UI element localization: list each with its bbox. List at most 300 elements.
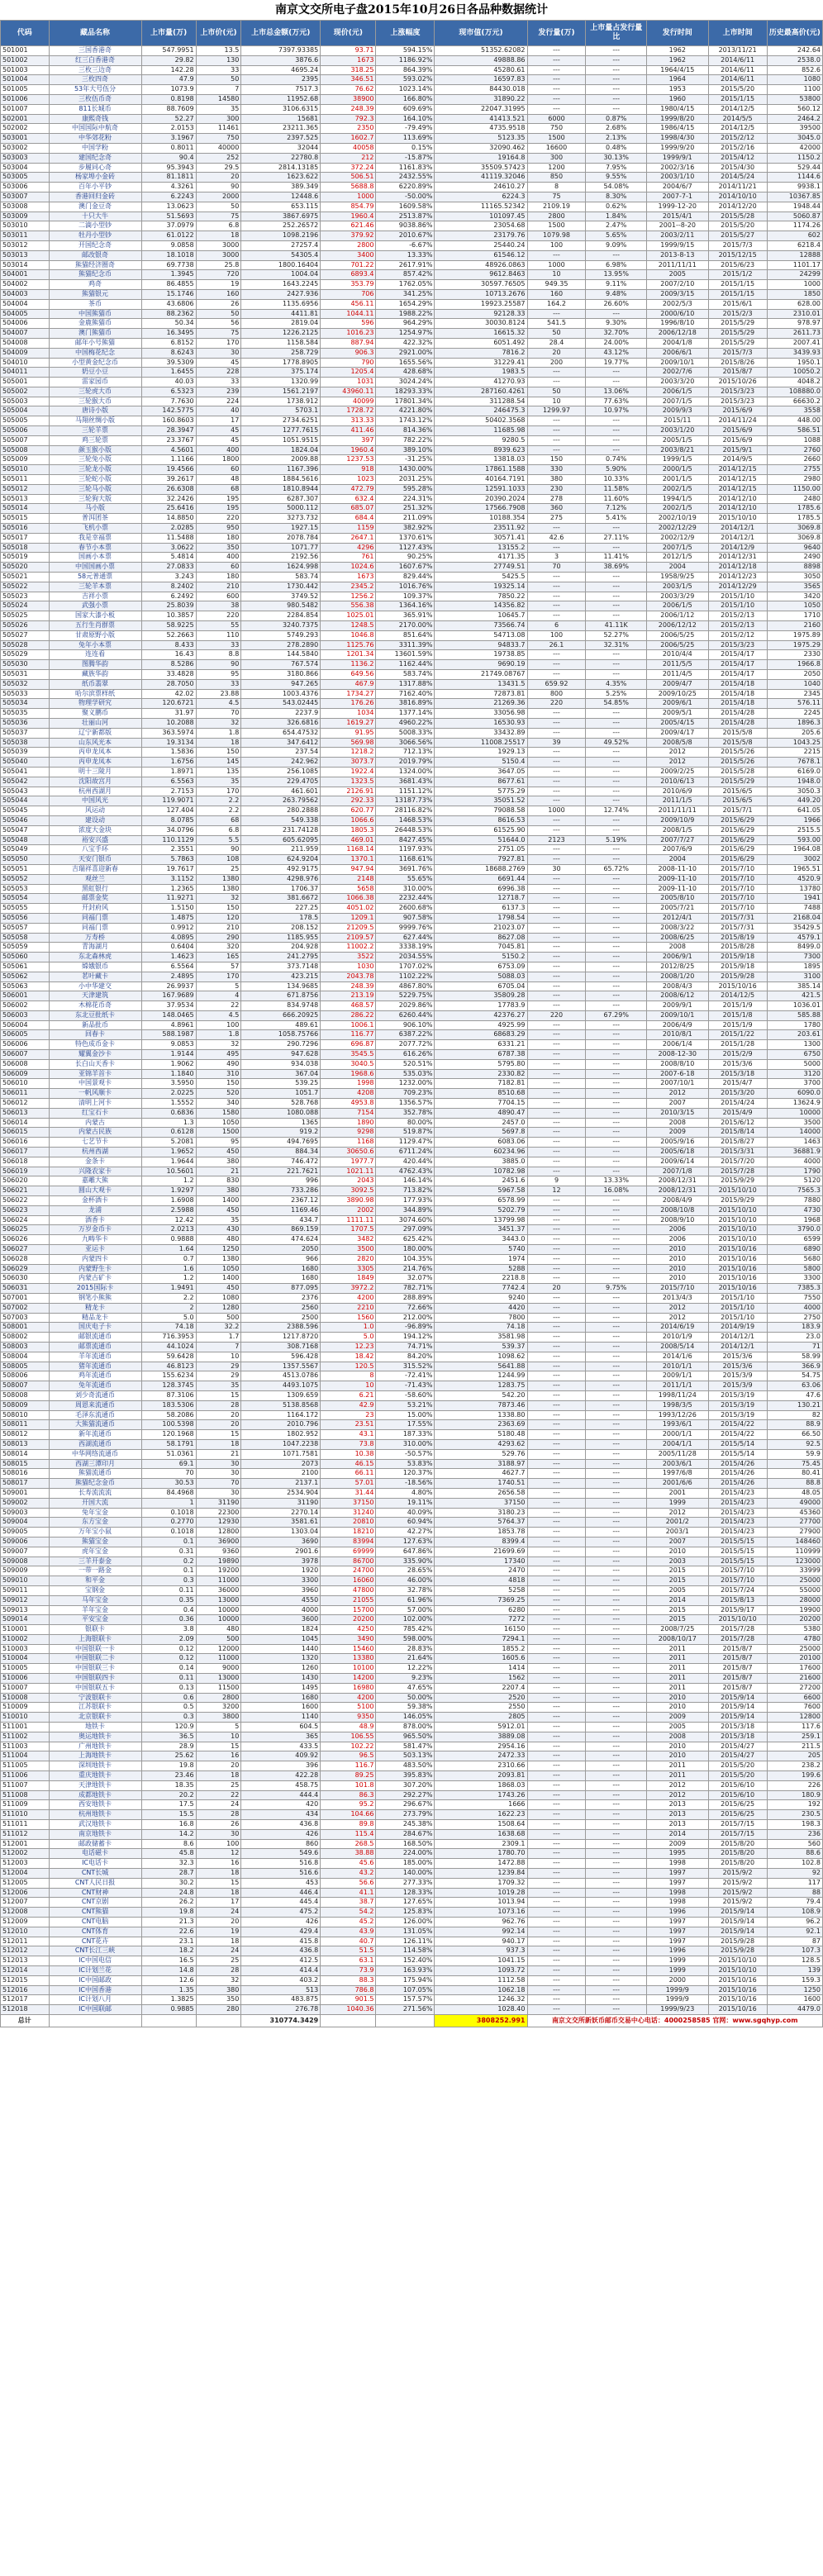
- cell-list-date: 2015/8/26: [708, 358, 767, 368]
- cell-market-value: 7704.15: [435, 1099, 527, 1109]
- cell-market-value: 7369.25: [435, 1595, 527, 1605]
- cell-current-price: 1159: [321, 524, 376, 534]
- cell-name: 酒香卡: [49, 1215, 141, 1225]
- cell-current-price: 1125.76: [321, 640, 376, 650]
- cell-high-price: 199.6: [767, 1771, 822, 1781]
- cell-list-amount: 494.7695: [241, 1138, 321, 1148]
- cell-issue-qty: 75: [527, 192, 586, 202]
- cell-list-price: 3800: [196, 1713, 241, 1723]
- total-amount: 310774.3429: [241, 2014, 321, 2027]
- cell-issue-qty: ---: [527, 1108, 586, 1118]
- cell-list-amount: 27257.4: [241, 240, 321, 250]
- cell-code: 505001: [1, 378, 50, 387]
- cell-listed-qty: 363.5974: [141, 728, 196, 738]
- cell-high-price: 14000: [767, 1128, 822, 1138]
- cell-list-price: 35: [196, 104, 241, 114]
- cell-ratio: ---: [586, 1479, 646, 1489]
- cell-name: 三枚三边奇: [49, 65, 141, 75]
- cell-current-price: 4953.8: [321, 1099, 376, 1109]
- cell-list-price: 16: [196, 1859, 241, 1869]
- cell-market-value: 6691.44: [435, 874, 527, 884]
- cell-list-price: 750: [196, 134, 241, 144]
- cell-list-price: 45: [196, 435, 241, 445]
- cell-ratio: ---: [586, 1585, 646, 1595]
- cell-current-price: 1370.1: [321, 855, 376, 865]
- cell-list-date: 2015/3/19: [708, 1390, 767, 1400]
- cell-list-price: 210: [196, 582, 241, 592]
- table-row: [1, 75, 823, 85]
- cell-issue-qty: ---: [527, 1595, 586, 1605]
- cell-name: 二滴小型钞: [49, 221, 141, 231]
- cell-listed-qty: 18.35: [141, 1780, 196, 1790]
- cell-high-price: 4730: [767, 1205, 822, 1215]
- cell-listed-qty: 26.9937: [141, 981, 196, 991]
- cell-list-amount: 426: [241, 1829, 321, 1839]
- cell-rise-pct: 1186.92%: [376, 55, 435, 65]
- cell-listed-qty: 7.7630: [141, 397, 196, 406]
- cell-issue-date: 1986/4/15: [646, 124, 708, 134]
- table-row: [1, 1946, 823, 1956]
- cell-current-price: 4250: [321, 1625, 376, 1635]
- cell-issue-qty: ---: [527, 650, 586, 660]
- cell-list-amount: 966: [241, 1254, 321, 1264]
- cell-code: 509005: [1, 1528, 50, 1538]
- cell-high-price: 3420: [767, 592, 822, 601]
- cell-name: 唐诗小版: [49, 406, 141, 416]
- cell-issue-qty: ---: [527, 670, 586, 680]
- cell-name: 三枚四奇: [49, 75, 141, 85]
- table-row: [1, 416, 823, 426]
- cell-issue-qty: ---: [527, 1576, 586, 1586]
- cell-market-value: 1028.40: [435, 2005, 527, 2015]
- cell-ratio: ---: [586, 435, 646, 445]
- cell-market-value: 5425.5: [435, 573, 527, 582]
- table-row: [1, 240, 823, 250]
- cell-issue-qty: 2109.19: [527, 202, 586, 211]
- cell-current-price: 40099: [321, 397, 376, 406]
- cell-market-value: 6787.38: [435, 1050, 527, 1060]
- cell-list-amount: 877.095: [241, 1284, 321, 1294]
- cell-ratio: ---: [586, 1313, 646, 1323]
- cell-market-value: 7742.4: [435, 1284, 527, 1294]
- cell-high-price: 3002: [767, 855, 822, 865]
- cell-name: 内蒙古民族: [49, 1128, 141, 1138]
- cell-list-price: 55: [196, 621, 241, 631]
- cell-name: 红宝石卡: [49, 1108, 141, 1118]
- cell-issue-date: 2011: [646, 1683, 708, 1693]
- cell-listed-qty: 1.8971: [141, 767, 196, 777]
- cell-market-value: 2954.16: [435, 1742, 527, 1751]
- cell-list-amount: 32044: [241, 143, 321, 153]
- cell-name: 五行生肖群票: [49, 621, 141, 631]
- cell-rise-pct: -15.87%: [376, 153, 435, 163]
- table-row: [1, 953, 823, 962]
- cell-code: 512009: [1, 1918, 50, 1927]
- cell-high-price: 7565.3: [767, 1186, 822, 1196]
- cell-high-price: 198.3: [767, 1820, 822, 1830]
- table-row: [1, 611, 823, 621]
- cell-listed-qty: 23.3767: [141, 435, 196, 445]
- cell-current-price: 89.25: [321, 1771, 376, 1781]
- table-row: [1, 601, 823, 611]
- cell-current-price: 6893.4: [321, 270, 376, 280]
- cell-code: 505019: [1, 553, 50, 563]
- table-row: [1, 173, 823, 183]
- cell-list-date: 2014/12/10: [708, 504, 767, 514]
- cell-market-value: 1013.94: [435, 1898, 527, 1908]
- cell-list-price: 90: [196, 183, 241, 192]
- cell-current-price: 1734.27: [321, 689, 376, 699]
- cell-list-amount: 1824: [241, 1625, 321, 1635]
- col-header-issue-date: 发行时间: [646, 21, 708, 46]
- cell-issue-date: 2008/5/14: [646, 1342, 708, 1352]
- cell-issue-qty: ---: [527, 1420, 586, 1430]
- cell-current-price: 212: [321, 153, 376, 163]
- table-row: [1, 582, 823, 592]
- cell-listed-qty: 5.2081: [141, 1138, 196, 1148]
- cell-market-value: 1855.2: [435, 1644, 527, 1654]
- cell-current-price: 1960.4: [321, 445, 376, 455]
- cell-market-value: 13431.5: [435, 679, 527, 689]
- cell-issue-date: 2011: [646, 1674, 708, 1684]
- cell-listed-qty: 2.0213: [141, 1225, 196, 1235]
- cell-high-price: 2245: [767, 709, 822, 719]
- cell-list-price: 12000: [196, 1644, 241, 1654]
- cell-list-price: 32: [196, 1040, 241, 1050]
- table-row: [1, 192, 823, 202]
- cell-rise-pct: 125.83%: [376, 1908, 435, 1918]
- cell-market-value: 16530.93: [435, 718, 527, 728]
- cell-high-price: 5680: [767, 1254, 822, 1264]
- cell-list-date: 2015/6/1: [708, 299, 767, 309]
- cell-issue-qty: 70: [527, 563, 586, 573]
- cell-market-value: 2457.0: [435, 1118, 527, 1128]
- cell-code: 501002: [1, 55, 50, 65]
- cell-rise-pct: 50.00%: [376, 1693, 435, 1703]
- cell-market-value: 49888.86: [435, 55, 527, 65]
- cell-listed-qty: 44.1024: [141, 1342, 196, 1352]
- cell-list-amount: 423.215: [241, 972, 321, 981]
- cell-list-date: 2015/9/18: [708, 962, 767, 972]
- table-row: [1, 260, 823, 270]
- cell-list-price: 400: [196, 445, 241, 455]
- cell-market-value: 16597.83: [435, 75, 527, 85]
- cell-list-price: 170: [196, 787, 241, 796]
- cell-high-price: 148460: [767, 1537, 822, 1547]
- cell-market-value: 5764.37: [435, 1518, 527, 1528]
- cell-code: 503012: [1, 240, 50, 250]
- cell-market-value: 54713.08: [435, 630, 527, 640]
- cell-listed-qty: 16.43: [141, 650, 196, 660]
- cell-current-price: 1673: [321, 573, 376, 582]
- cell-listed-qty: 25.8039: [141, 601, 196, 611]
- cell-listed-qty: 0.2770: [141, 1518, 196, 1528]
- cell-high-price: 2464.2: [767, 114, 822, 124]
- cell-issue-qty: ---: [527, 573, 586, 582]
- table-row: [1, 475, 823, 485]
- cell-listed-qty: 0.11: [141, 1585, 196, 1595]
- cell-rise-pct: 102.00%: [376, 1615, 435, 1625]
- cell-issue-qty: ---: [527, 309, 586, 319]
- cell-list-price: 495: [196, 1050, 241, 1060]
- cell-listed-qty: 716.3953: [141, 1333, 196, 1343]
- cell-listed-qty: 81.1811: [141, 173, 196, 183]
- cell-list-amount: 436.8: [241, 1946, 321, 1956]
- cell-rise-pct: 2010.67%: [376, 231, 435, 241]
- cell-high-price: 123000: [767, 1557, 822, 1566]
- cell-ratio: ---: [586, 884, 646, 894]
- cell-listed-qty: 120.9: [141, 1723, 196, 1732]
- cell-list-amount: 420: [241, 1800, 321, 1810]
- cell-listed-qty: 14.2: [141, 1829, 196, 1839]
- cell-rise-pct: 1317.88%: [376, 679, 435, 689]
- cell-current-price: 16980: [321, 1683, 376, 1693]
- cell-market-value: 2207.4: [435, 1683, 527, 1693]
- cell-issue-date: 1999: [646, 1965, 708, 1975]
- cell-listed-qty: 1.2: [141, 1274, 196, 1284]
- cell-code: 503013: [1, 250, 50, 260]
- cell-market-value: 4293.62: [435, 1439, 527, 1449]
- cell-issue-qty: 200: [527, 358, 586, 368]
- cell-code: 508012: [1, 1430, 50, 1440]
- cell-listed-qty: 46.8123: [141, 1362, 196, 1371]
- cell-listed-qty: 9.0858: [141, 240, 196, 250]
- cell-high-price: 7600: [767, 1703, 822, 1713]
- cell-market-value: 5288: [435, 1264, 527, 1274]
- cell-current-price: 20810: [321, 1518, 376, 1528]
- cell-list-date: 2015/7/10: [708, 894, 767, 904]
- cell-rise-pct: 28116.82%: [376, 806, 435, 816]
- cell-ratio: ---: [586, 1138, 646, 1148]
- table-row: [1, 825, 823, 835]
- cell-listed-qty: 1.3: [141, 1118, 196, 1128]
- cell-current-price: 4051.02: [321, 904, 376, 914]
- cell-list-amount: 2397.525: [241, 134, 321, 144]
- cell-listed-qty: 26.6308: [141, 484, 196, 494]
- cell-list-date: 2014/12/23: [708, 573, 767, 582]
- cell-issue-qty: ---: [527, 728, 586, 738]
- cell-rise-pct: 28.83%: [376, 1644, 435, 1654]
- cell-issue-date: 2000/6/10: [646, 309, 708, 319]
- cell-list-price: 110: [196, 630, 241, 640]
- cell-current-price: 2109.57: [321, 933, 376, 943]
- table-row: [1, 1908, 823, 1918]
- cell-issue-date: 2007/2/10: [646, 280, 708, 290]
- cell-rise-pct: 1707.02%: [376, 962, 435, 972]
- cell-issue-date: 2001/2: [646, 1518, 708, 1528]
- cell-list-date: 2015/1/10: [708, 601, 767, 611]
- cell-market-value: 5740: [435, 1245, 527, 1255]
- cell-name: 邮票流通币: [49, 1342, 141, 1352]
- cell-ratio: ---: [586, 1995, 646, 2005]
- cell-rise-pct: 4867.80%: [376, 981, 435, 991]
- cell-list-amount: 947.265: [241, 679, 321, 689]
- cell-rise-pct: 315.52%: [376, 1362, 435, 1371]
- cell-current-price: 3972.2: [321, 1284, 376, 1294]
- table-row: [1, 231, 823, 241]
- table-row: [1, 621, 823, 631]
- cell-market-value: 3581.98: [435, 1333, 527, 1343]
- cell-list-amount: 256.1085: [241, 767, 321, 777]
- table-row: [1, 1508, 823, 1518]
- cell-list-date: 2015/6/29: [708, 815, 767, 825]
- cell-issue-qty: ---: [527, 1342, 586, 1352]
- cell-list-price: 75: [196, 211, 241, 221]
- cell-market-value: 1246.32: [435, 1995, 527, 2005]
- cell-code: 504003: [1, 289, 50, 299]
- cell-high-price: 53800: [767, 94, 822, 104]
- cell-ratio: ---: [586, 670, 646, 680]
- cell-issue-qty: 26.1: [527, 640, 586, 650]
- cell-ratio: ---: [586, 75, 646, 85]
- cell-list-date: 2015/9/14: [708, 1918, 767, 1927]
- cell-listed-qty: 30.53: [141, 1479, 196, 1489]
- cell-listed-qty: 120.6721: [141, 699, 196, 709]
- cell-high-price: 1964.08: [767, 845, 822, 855]
- cell-list-amount: 445.4: [241, 1898, 321, 1908]
- cell-current-price: 41.1: [321, 1888, 376, 1898]
- cell-rise-pct: 180.00%: [376, 1245, 435, 1255]
- cell-code: 508009: [1, 1400, 50, 1410]
- cell-ratio: ---: [586, 1225, 646, 1235]
- table-row: [1, 1654, 823, 1664]
- cell-list-amount: 2367.12: [241, 1196, 321, 1206]
- cell-listed-qty: 3.5950: [141, 1079, 196, 1089]
- cell-listed-qty: 11.5488: [141, 533, 196, 543]
- cell-current-price: 23: [321, 1410, 376, 1420]
- cell-high-price: 4000: [767, 1303, 822, 1313]
- cell-code: 512012: [1, 1946, 50, 1956]
- cell-list-date: 2015/8/19: [708, 933, 767, 943]
- table-row: [1, 991, 823, 1001]
- cell-code: 501001: [1, 46, 50, 56]
- cell-current-price: 649.56: [321, 670, 376, 680]
- cell-issue-qty: ---: [527, 1849, 586, 1859]
- cell-issue-date: 2002/5/3: [646, 299, 708, 309]
- table-row: [1, 1810, 823, 1820]
- cell-current-price: 5688.8: [321, 183, 376, 192]
- cell-code: 509011: [1, 1585, 50, 1595]
- cell-list-amount: 178.5: [241, 913, 321, 923]
- cell-list-date: 2015/6/10: [708, 1780, 767, 1790]
- cell-ratio: ---: [586, 1927, 646, 1937]
- cell-list-price: 25.8: [196, 260, 241, 270]
- cell-issue-date: 1999/9: [646, 1985, 708, 1995]
- cell-list-amount: 252.26572: [241, 221, 321, 231]
- cell-list-date: 2015/1/10: [708, 1303, 767, 1313]
- cell-issue-qty: ---: [527, 1069, 586, 1079]
- cell-code: 508016: [1, 1469, 50, 1479]
- cell-market-value: 1638.68: [435, 1829, 527, 1839]
- cell-listed-qty: 167.9689: [141, 991, 196, 1001]
- cell-list-price: 4.5: [196, 1010, 241, 1020]
- cell-list-price: 1580: [196, 1108, 241, 1118]
- cell-list-date: 2015/10/10: [708, 1956, 767, 1966]
- cell-market-value: 2218.8: [435, 1274, 527, 1284]
- table-row: [1, 806, 823, 816]
- table-row: [1, 1254, 823, 1264]
- cell-rise-pct: 2034.55%: [376, 953, 435, 962]
- cell-listed-qty: 25.6416: [141, 504, 196, 514]
- cell-listed-qty: 2.4895: [141, 972, 196, 981]
- cell-list-price: 38: [196, 601, 241, 611]
- cell-listed-qty: 4.5601: [141, 445, 196, 455]
- cell-high-price: 28000: [767, 1595, 822, 1605]
- cell-issue-date: 1980/4/15: [646, 104, 708, 114]
- cell-name: 国庆电子卡: [49, 1323, 141, 1333]
- cell-ratio: ---: [586, 1615, 646, 1625]
- cell-issue-qty: 16600: [527, 143, 586, 153]
- cell-list-price: 1400: [196, 1274, 241, 1284]
- cell-name: 宁波银联卡: [49, 1693, 141, 1703]
- cell-high-price: 1174.26: [767, 221, 822, 231]
- cell-name: 马小版: [49, 504, 141, 514]
- cell-list-price: 7: [196, 1342, 241, 1352]
- cell-code: 508006: [1, 1371, 50, 1381]
- cell-current-price: 48.9: [321, 1723, 376, 1732]
- cell-name: 丙申龙凤本: [49, 748, 141, 758]
- cell-listed-qty: 1.35: [141, 1985, 196, 1995]
- cell-listed-qty: 1.9144: [141, 1050, 196, 1060]
- cell-issue-date: 1999/8/20: [646, 114, 708, 124]
- cell-high-price: 5000: [767, 1059, 822, 1069]
- cell-issue-qty: ---: [527, 1390, 586, 1400]
- cell-rise-pct: 4960.22%: [376, 718, 435, 728]
- cell-name: 熊猫宝金: [49, 1537, 141, 1547]
- cell-ratio: 2.13%: [586, 134, 646, 144]
- table-row: [1, 1069, 823, 1079]
- cell-listed-qty: 16.3495: [141, 329, 196, 339]
- cell-name: 中国景观卡: [49, 1079, 141, 1089]
- cell-list-price: 19890: [196, 1557, 241, 1566]
- cell-code: 505035: [1, 709, 50, 719]
- cell-list-date: 2014/10/10: [708, 192, 767, 202]
- cell-issue-qty: ---: [527, 1430, 586, 1440]
- cell-list-amount: 2376: [241, 1294, 321, 1304]
- cell-issue-date: 2000/1/1: [646, 1430, 708, 1440]
- cell-list-price: 40: [196, 406, 241, 416]
- cell-issue-date: 1993/6/1: [646, 1420, 708, 1430]
- cell-listed-qty: 23.1: [141, 1937, 196, 1946]
- cell-market-value: 73566.74: [435, 621, 527, 631]
- cell-list-date: 2015/9/2: [708, 1869, 767, 1879]
- cell-issue-qty: ---: [527, 1264, 586, 1274]
- cell-list-price: 1400: [196, 1196, 241, 1206]
- table-row: [1, 65, 823, 75]
- cell-high-price: 1101.17: [767, 260, 822, 270]
- cell-issue-date: 2009/5/1: [646, 709, 708, 719]
- cell-code: 512011: [1, 1937, 50, 1946]
- cell-current-price: 1728.72: [321, 406, 376, 416]
- cell-issue-qty: 150: [527, 455, 586, 465]
- cell-ratio: 65.72%: [586, 864, 646, 874]
- cell-list-amount: 446.4: [241, 1888, 321, 1898]
- cell-list-price: 17: [196, 1898, 241, 1908]
- cell-rise-pct: 146.05%: [376, 1713, 435, 1723]
- cell-list-date: 2015/8/7: [708, 1654, 767, 1664]
- cell-rise-pct: 1364.16%: [376, 601, 435, 611]
- cell-high-price: 7488: [767, 904, 822, 914]
- cell-current-price: 1024.6: [321, 563, 376, 573]
- cell-ratio: ---: [586, 1849, 646, 1859]
- cell-ratio: ---: [586, 1683, 646, 1693]
- table-row: [1, 183, 823, 192]
- cell-list-date: 2015/1/9: [708, 1020, 767, 1030]
- cell-listed-qty: 23.46: [141, 1771, 196, 1781]
- cell-high-price: 205: [767, 1751, 822, 1761]
- cell-listed-qty: 3.1152: [141, 874, 196, 884]
- cell-name: 武汉地铁卡: [49, 1820, 141, 1830]
